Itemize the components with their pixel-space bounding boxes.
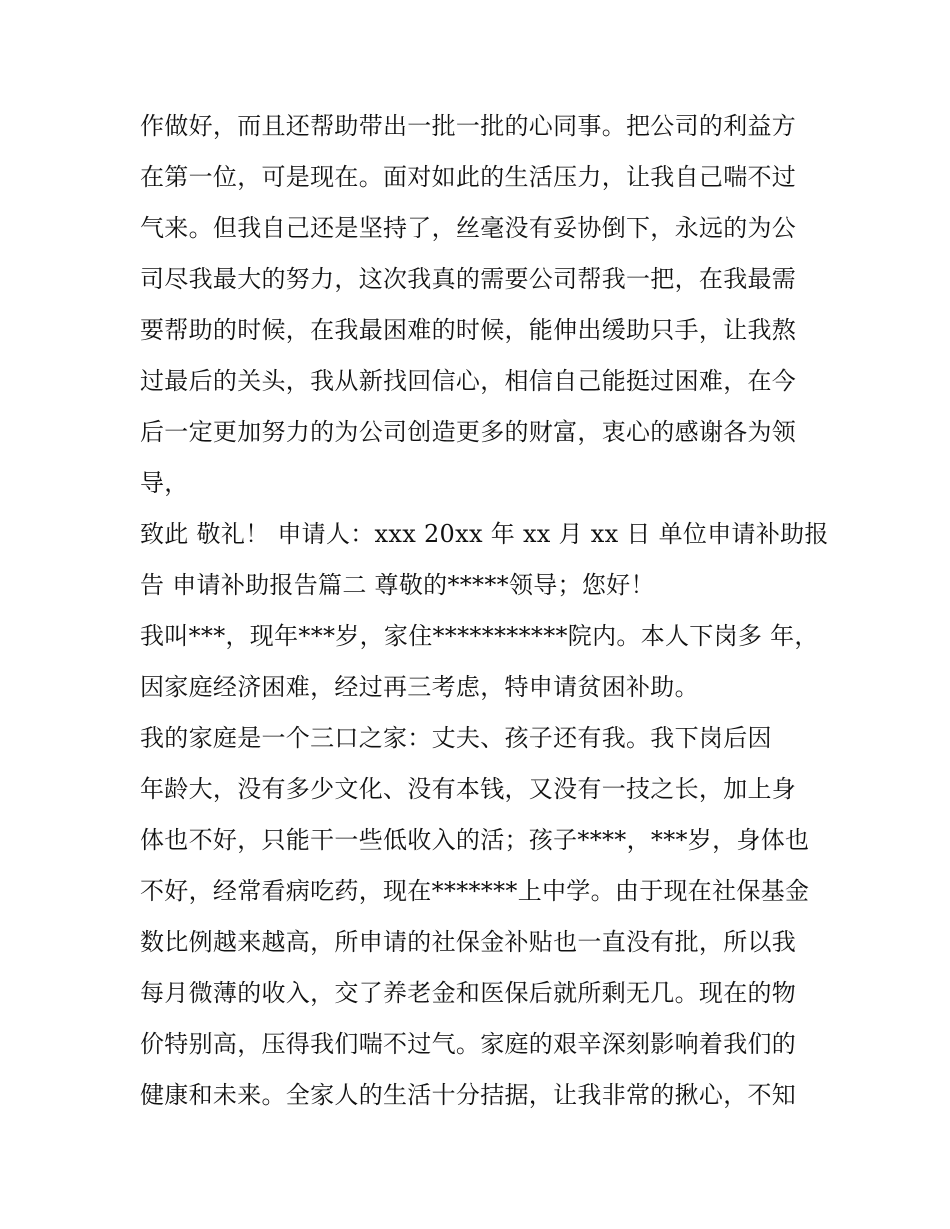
text-line: 后一定更加努力的为公司创造更多的财富，衷心的感谢各为领: [140, 418, 797, 446]
text-line: 作做好，而且还帮助带出一批一批的心同事。把公司的利益方: [140, 112, 797, 140]
text-line: 司尽我最大的努力，这次我真的需要公司帮我一把，在我最需: [140, 265, 797, 293]
text-line: 导，: [140, 469, 189, 497]
text-line: 体也不好，只能干一些低收入的活；孩子****，***岁，身体也: [140, 826, 810, 854]
document-body: [140, 101, 829, 1121]
text-line: 健康和未来。全家人的生活十分拮据，让我非常的揪心，不知: [140, 1081, 797, 1109]
text-line: 气来。但我自己还是坚持了，丝毫没有妥协倒下，永远的为公: [140, 214, 797, 242]
text-line: 价特别高，压得我们喘不过气。家庭的艰辛深刻影响着我们的: [140, 1030, 797, 1058]
text-line: 告 申请补助报告篇二 尊敬的*****领导；您好！: [140, 571, 655, 599]
text-line: 致此 敬礼！ 申请人：xxx 20xx 年 xx 月 xx 日 单位申请补助报: [140, 520, 829, 548]
text-line: 数比例越来越高，所申请的社保金补贴也一直没有批，所以我: [140, 928, 797, 956]
text-line: 每月微薄的收入，交了养老金和医保后就所剩无几。现在的物: [140, 979, 797, 1007]
text-line: 在第一位，可是现在。面对如此的生活压力，让我自己喘不过: [140, 163, 797, 191]
text-line: 过最后的关头，我从新找回信心，相信自己能挺过困难，在今: [140, 367, 797, 395]
text-line: 不好，经常看病吃药，现在*******上中学。由于现在社保基金: [140, 877, 810, 905]
text-line: 要帮助的时候，在我最困难的时候，能伸出缓助只手，让我熬: [140, 316, 797, 344]
text-line: 因家庭经济困难，经过再三考虑，特申请贫困补助。: [140, 673, 699, 701]
text-line: 我的家庭是一个三口之家：丈夫、孩子还有我。我下岗后因: [140, 724, 772, 752]
text-line: 我叫***，现年***岁，家住***********院内。本人下岗多 年，: [140, 622, 819, 650]
text-line: 年龄大，没有多少文化、没有本钱，又没有一技之长，加上身: [140, 775, 797, 803]
